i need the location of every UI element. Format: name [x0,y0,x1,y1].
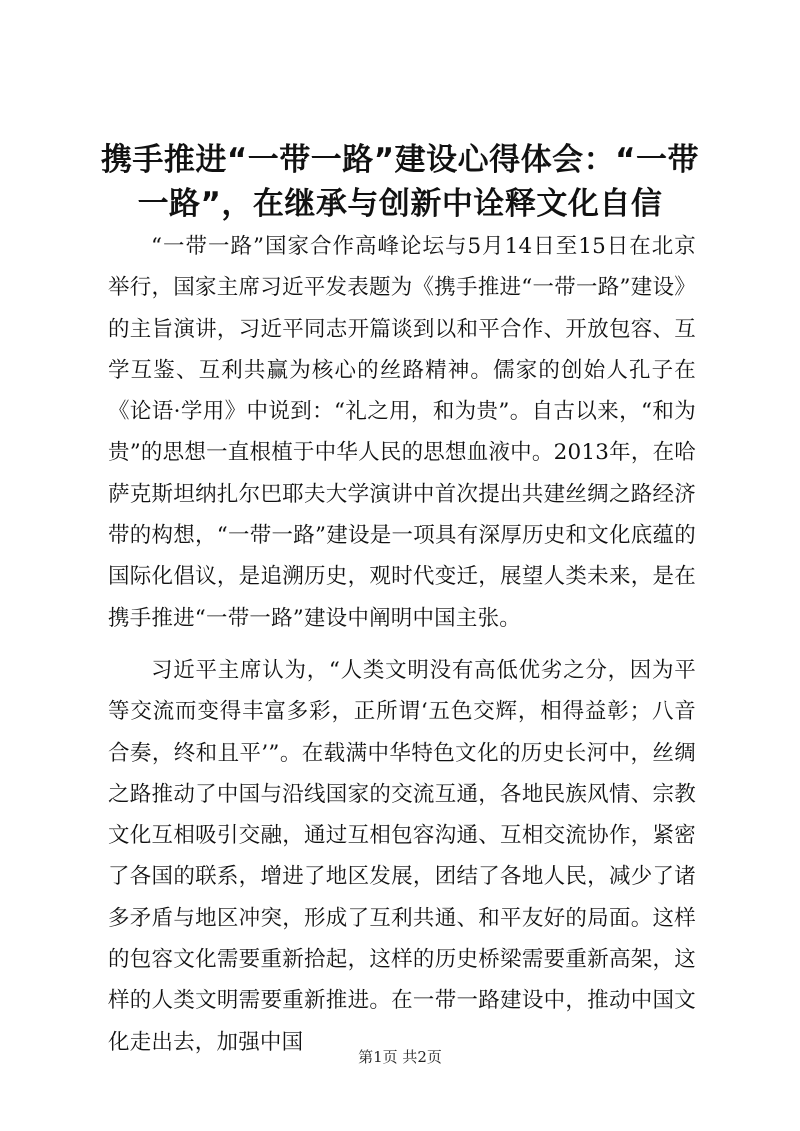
document-body [108,226,696,1063]
document-title [100,138,700,226]
body-paragraph-2: 习近平主席认为，“人类文明没有高低优劣之分，因为平等交流而变得丰富多彩，正所谓‘五色交辉，相得益彰；八音合奏，终和且平’”。在载满中华特色文化的历史长河中，丝绸之路推动了中国与沿线国家的交流互通，各地民族风情、宗教文化互相吸引交融，通过互相包容沟通、互相交流协作，紧密了各国的联系，增进了地区发展，团结了各地人民，减少了诸多矛盾与地区冲突，形成了互利共通、和平友好的局面。这样的包容文化需要重新拾起，这样的历史桥梁需要重新高架，这样的人类文明需要重新推进。在一带一路建设中，推动中国文化走出去，加强中国 [108,657,696,1055]
body-paragraph-1: “一带一路”国家合作高峰论坛与5月14日至15日在北京举行，国家主席习近平发表题为《携手推进“一带一路”建设》的主旨演讲，习近平同志开篇谈到以和平合作、开放包容、互学互鉴、互利共赢为核心的丝路精神。儒家的创始人孔子在《论语·学用》中说到：“礼之用，和为贵”。自古以来，“和为贵”的思想一直根植于中华人民的思想血液中。2013年，在哈萨克斯坦纳扎尔巴耶夫大学演讲中首次提出共建丝绸之路经济带的构想，“一带一路”建设是一项具有深厚历史和文化底蕴的国际化倡议，是追溯历史，观时代变迁，展望人类未来，是在携手推进“一带一路”建设中阐明中国主张。 [108,234,696,631]
title-line-1: 携手推进“一带一路”建设心得体会：“一带 [100,142,700,178]
page-number-footer: 第1页 共2页 [358,1048,442,1066]
title-line-2: 一路”，在继承与创新中诠释文化自信 [137,186,663,222]
